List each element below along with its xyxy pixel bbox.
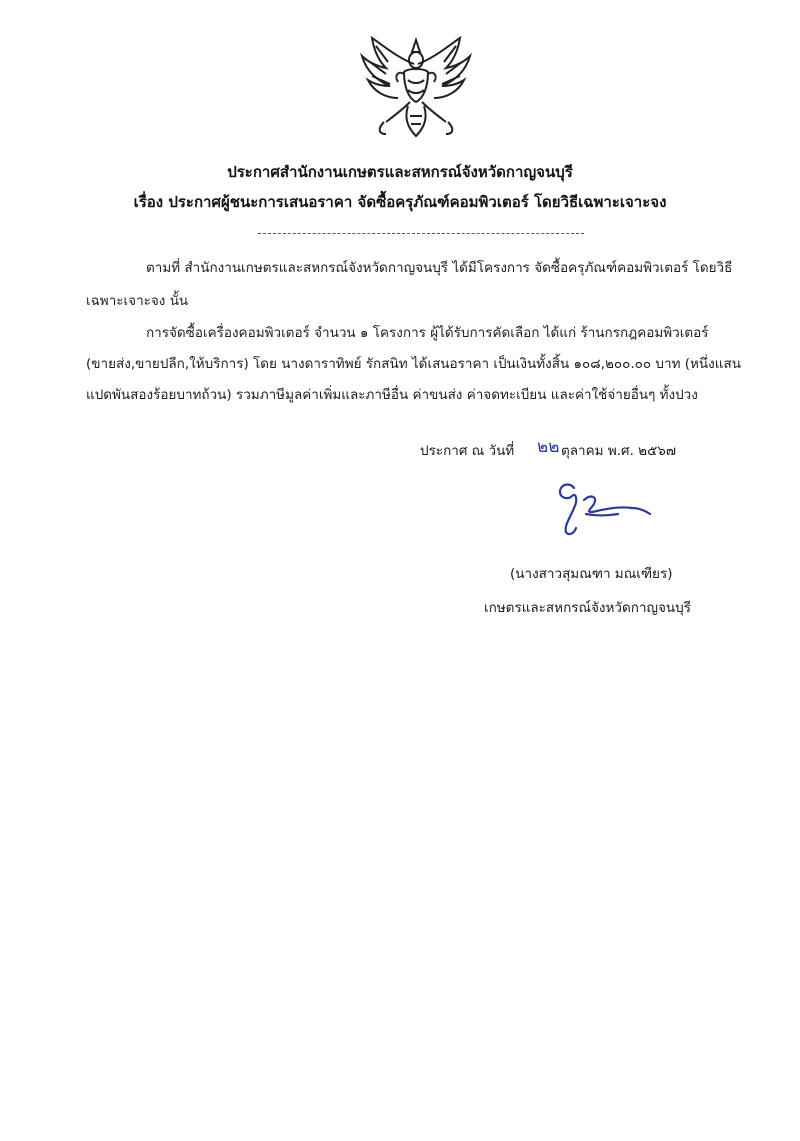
signatory-name: (นางสาวสุมณฑา มณเฑียร)	[510, 566, 673, 582]
announcement-title: ประกาศสำนักงานเกษตรและสหกรณ์จังหวัดกาญจนบุรี	[227, 163, 573, 181]
signature-icon	[546, 478, 656, 540]
date-month-year: ตุลาคม พ.ศ. ๒๕๖๗	[561, 443, 677, 459]
announcement-subject: เรื่อง ประกาศผู้ชนะการเสนอราคา จัดซื้อครุภัณฑ์คอมพิวเตอร์ โดยวิธีเฉพาะเจาะจง	[133, 193, 667, 211]
garuda-emblem-icon	[358, 36, 474, 142]
paragraph-1-line-1: ตามที่ สำนักงานเกษตรและสหกรณ์จังหวัดกาญจนบุรี ได้มีโครงการ จัดซื้อครุภัณฑ์คอมพิวเตอร์ โดยวิธี	[146, 260, 733, 276]
divider-line	[258, 233, 584, 234]
paragraph-2-line-3: แปดพันสองร้อยบาทถ้วน) รวมภาษีมูลค่าเพิ่มและภาษีอื่น ค่าขนส่ง ค่าจดทะเบียน และค่าใช้จ่ายอื่นๆ ทั้งปวง	[86, 387, 698, 403]
paragraph-2-line-2: (ขายส่ง,ขายปลีก,ให้บริการ) โดย นางดาราทิพย์ รักสนิท ได้เสนอราคา เป็นเงินทั้งสิ้น ๑๐๘,๒๐๐.๐๐ บาท (หนึ่งแสน	[86, 356, 741, 372]
signatory-position: เกษตรและสหกรณ์จังหวัดกาญจนบุรี	[484, 600, 691, 616]
date-day-handwritten: ๒๒	[537, 437, 560, 457]
paragraph-2-line-1: การจัดซื้อเครื่องคอมพิวเตอร์ จำนวน ๑ โครงการ ผู้ได้รับการคัดเลือก ได้แก่ ร้านกรกฎคอมพิวเตอร์	[146, 325, 709, 341]
paragraph-1-line-2: เฉพาะเจาะจง นั้น	[86, 293, 189, 309]
date-label: ประกาศ ณ วันที่	[420, 443, 515, 459]
